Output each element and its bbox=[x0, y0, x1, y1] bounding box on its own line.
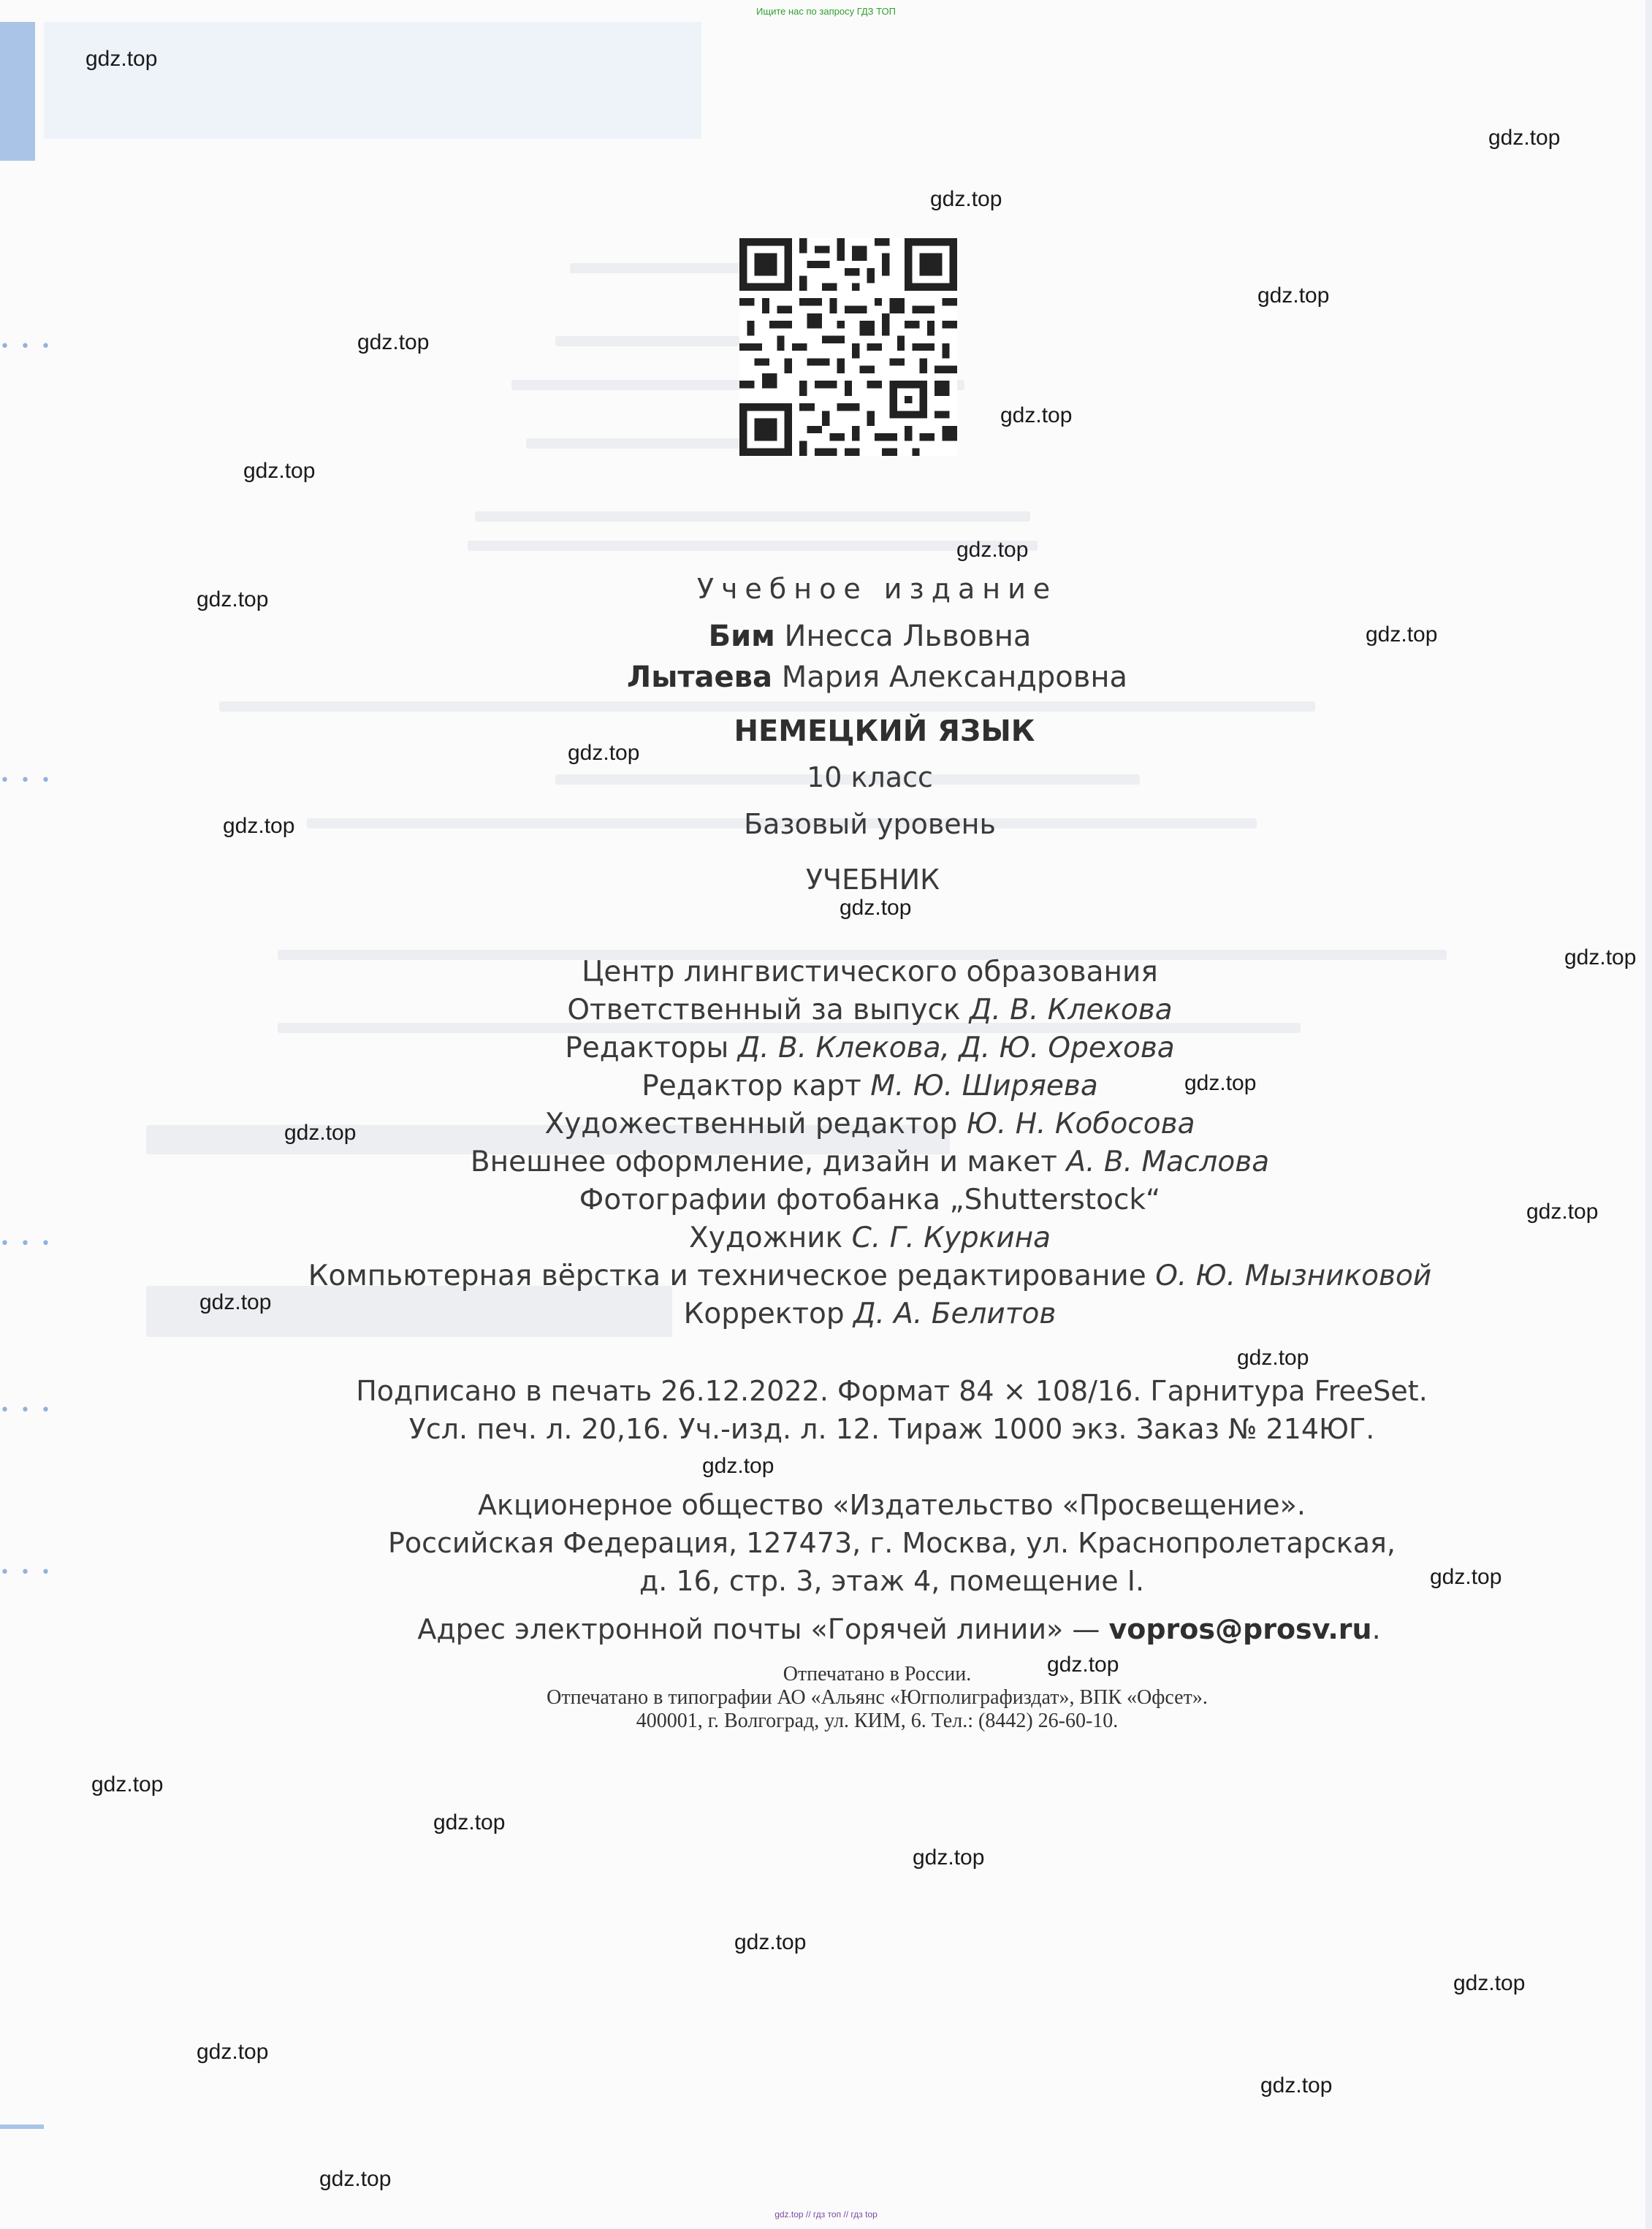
grade: 10 класс bbox=[807, 761, 933, 793]
watermark: gdz.top bbox=[199, 1290, 272, 1314]
margin-dots: • • • bbox=[0, 1235, 53, 1253]
author-2 bbox=[51, 660, 1652, 694]
credit-role: Фотографии фотобанка „Shutterstock“ bbox=[579, 1184, 1161, 1216]
watermark: gdz.top bbox=[1564, 945, 1637, 969]
margin-dots: • • • bbox=[0, 771, 53, 790]
watermark: gdz.top bbox=[197, 587, 269, 611]
credit-role: Художественный редактор bbox=[544, 1108, 958, 1140]
credit-line bbox=[44, 1298, 1652, 1330]
credit-line bbox=[44, 956, 1652, 988]
watermark: gdz.top bbox=[1260, 2073, 1333, 2097]
watermark: gdz.top bbox=[930, 187, 1002, 211]
watermark: gdz.top bbox=[223, 814, 295, 838]
footer-banner[interactable]: gdz.top // гдз топ // гдз top bbox=[774, 2209, 878, 2220]
print-info-line: Усл. печ. л. 20,16. Уч.-изд. л. 12. Тираж 1000 экз. Заказ № 214ЮГ. bbox=[408, 1413, 1375, 1445]
watermark: gdz.top bbox=[568, 741, 640, 765]
credit-person: Д. В. Клекова bbox=[969, 994, 1173, 1026]
credit-person: Ю. Н. Кобосова bbox=[966, 1108, 1195, 1140]
watermark: gdz.top bbox=[840, 896, 912, 920]
watermark: gdz.top bbox=[1488, 126, 1561, 150]
corner-color-strip bbox=[0, 22, 35, 161]
search-banner[interactable]: Ищите нас по запросу ГДЗ ТОП bbox=[756, 6, 896, 17]
bleed-through-line bbox=[219, 701, 1315, 712]
margin-dots: • • • bbox=[0, 338, 53, 356]
credit-person: А. В. Маслова bbox=[1066, 1146, 1270, 1178]
watermark: gdz.top bbox=[1000, 403, 1073, 427]
scan-shadow bbox=[44, 22, 701, 139]
watermark: gdz.top bbox=[1526, 1200, 1599, 1224]
watermark: gdz.top bbox=[284, 1121, 357, 1145]
credit-person: О. Ю. Мызниковой bbox=[1155, 1260, 1432, 1292]
credit-role: Компьютерная вёрстка и техническое редактирование bbox=[308, 1260, 1146, 1292]
watermark: gdz.top bbox=[1430, 1565, 1502, 1589]
watermark: gdz.top bbox=[1047, 1653, 1119, 1677]
author-1-surname: Бим bbox=[708, 620, 775, 653]
hotline-label: Адрес электронной почты «Горячей линии» — bbox=[417, 1613, 1100, 1645]
credit-line bbox=[44, 1070, 1652, 1102]
print-info-line: Подписано в печать 26.12.2022. Формат 84 × 108/16. Гарнитура FreeSet. bbox=[356, 1375, 1428, 1407]
watermark: gdz.top bbox=[197, 2040, 269, 2064]
credit-role: Редактор карт bbox=[642, 1070, 861, 1102]
book-type: УЧЕБНИК bbox=[805, 864, 940, 896]
credit-line bbox=[44, 1146, 1652, 1178]
credit-role: Внешнее оформление, дизайн и макет bbox=[470, 1146, 1058, 1178]
watermark: gdz.top bbox=[433, 1810, 506, 1834]
hotline-end: . bbox=[1371, 1613, 1381, 1645]
printing-line: 400001, г. Волгоград, ул. КИМ, 6. Тел.: (8442) 26-60-10. bbox=[636, 1710, 1119, 1732]
credit-line bbox=[44, 1222, 1652, 1254]
publisher-line: Российская Федерация, 127473, г. Москва, ул. Краснопролетарская, bbox=[387, 1527, 1396, 1559]
watermark: gdz.top bbox=[734, 1930, 807, 1954]
printing-line: Отпечатано в типографии АО «Альянс «Югполиграфиздат», ВПК «Офсет». bbox=[547, 1686, 1208, 1709]
credit-person: С. Г. Куркина bbox=[851, 1222, 1051, 1254]
credit-role: Центр лингвистического образования bbox=[582, 956, 1158, 988]
credit-person: М. Ю. Ширяева bbox=[870, 1070, 1098, 1102]
publisher-line: д. 16, стр. 3, этаж 4, помещение I. bbox=[639, 1565, 1145, 1597]
watermark: gdz.top bbox=[1453, 1971, 1526, 1995]
credit-line bbox=[44, 1032, 1652, 1064]
watermark: gdz.top bbox=[1257, 283, 1330, 308]
hotline-email[interactable]: vopros@prosv.ru bbox=[1108, 1613, 1372, 1645]
credit-line bbox=[44, 1260, 1652, 1292]
credit-role: Ответственный за выпуск bbox=[567, 994, 961, 1026]
watermark: gdz.top bbox=[1366, 622, 1438, 647]
credit-role: Корректор bbox=[683, 1298, 845, 1330]
bleed-through-line bbox=[475, 511, 1030, 522]
credit-line bbox=[44, 1184, 1652, 1216]
margin-dots: • • • bbox=[0, 1401, 53, 1420]
credit-role: Художник bbox=[689, 1222, 843, 1254]
watermark: gdz.top bbox=[1237, 1346, 1309, 1370]
author-2-name: Мария Александровна bbox=[781, 660, 1128, 694]
printing-line: Отпечатано в России. bbox=[783, 1663, 972, 1685]
level: Базовый уровень bbox=[744, 808, 996, 840]
margin-dots: • • • bbox=[0, 1563, 53, 1582]
credit-line bbox=[44, 994, 1652, 1026]
hotline bbox=[73, 1613, 1652, 1645]
publisher-line: Акционерное общество «Издательство «Просвещение». bbox=[478, 1489, 1306, 1521]
watermark: gdz.top bbox=[243, 459, 316, 483]
qr-code[interactable] bbox=[739, 238, 957, 456]
book-title: НЕМЕЦКИЙ ЯЗЫК bbox=[734, 715, 1035, 748]
watermark: gdz.top bbox=[702, 1454, 774, 1478]
watermark: gdz.top bbox=[91, 1772, 164, 1796]
watermark: gdz.top bbox=[1184, 1071, 1257, 1095]
watermark: gdz.top bbox=[357, 330, 430, 354]
watermark: gdz.top bbox=[956, 538, 1029, 562]
author-1-name: Инесса Львовна bbox=[784, 620, 1032, 653]
credit-role: Редакторы bbox=[565, 1032, 729, 1064]
watermark: gdz.top bbox=[319, 2167, 392, 2191]
credit-person: Д. В. Клекова, Д. Ю. Орехова bbox=[737, 1032, 1175, 1064]
bleed-through-line bbox=[468, 541, 1038, 551]
watermark: gdz.top bbox=[913, 1845, 985, 1870]
author-2-surname: Лытаева bbox=[626, 660, 772, 694]
edition-type: Учебное издание bbox=[696, 573, 1058, 605]
watermark: gdz.top bbox=[85, 47, 158, 71]
credit-person: Д. А. Белитов bbox=[853, 1298, 1057, 1330]
bottom-color-strip bbox=[0, 2125, 44, 2129]
